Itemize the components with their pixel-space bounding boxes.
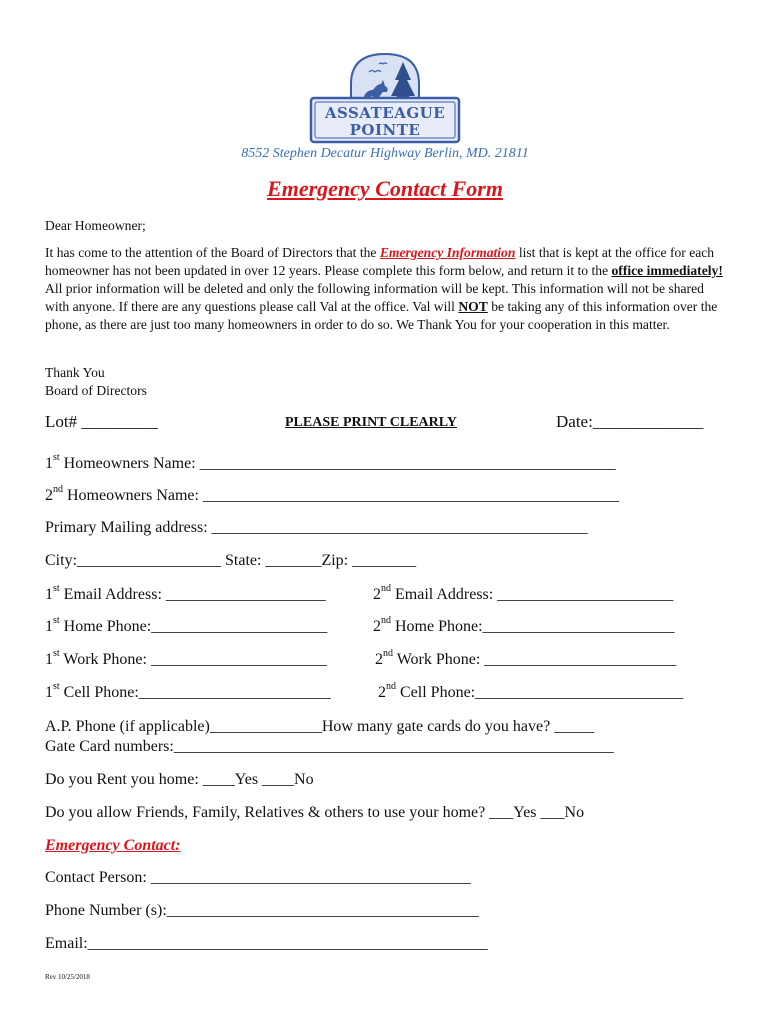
office-immediately-text: office immediately! — [611, 263, 723, 278]
intro-text: All prior information will be deleted and only the following information will be kept. This information will not be shared with anyone. If there are any questions please call Val at the office. Val will — [45, 281, 704, 314]
emergency-contact-heading: Emergency Contact: — [45, 837, 181, 854]
form-title: Emergency Contact Form — [267, 176, 503, 201]
work-phone-2-field[interactable]: 2nd Work Phone: ________________________ — [375, 648, 677, 668]
logo-text-pointe: POINTE — [349, 121, 421, 139]
intro-text: be taking any of this information over the phone, as there are just too many homeowners in order to do so. We Thank You for your cooperation in this matter. — [45, 299, 718, 332]
mailing-address-field[interactable]: Primary Mailing address: _______________________________________________ — [45, 519, 588, 536]
intro-paragraph — [45, 244, 725, 334]
logo-text-assateague: ASSATEAGUE — [324, 104, 446, 122]
greeting: Dear Homeowner; — [45, 218, 146, 233]
field-label: Home Phone:______________________ — [59, 618, 328, 635]
work-phone-1-field[interactable]: 1st Work Phone: ______________________ — [45, 648, 327, 668]
email-2-field[interactable]: 2nd Email Address: ______________________ — [373, 583, 674, 603]
date-field[interactable]: Date:_____________ — [556, 412, 704, 431]
home-phone-2-field[interactable]: 2nd Home Phone:________________________ — [373, 615, 675, 635]
closing-board: Board of Directors — [45, 383, 147, 398]
ordinal-suffix: st — [53, 648, 60, 659]
contact-person-field[interactable]: Contact Person: ________________________________________ — [45, 869, 471, 886]
rent-home-question[interactable]: Do you Rent you home: ____Yes ____No — [45, 771, 314, 788]
ordinal-suffix: st — [53, 615, 60, 626]
field-label: Email Address: ____________________ — [59, 586, 326, 603]
contact-email-field[interactable]: Email:__________________________________________________ — [45, 935, 488, 952]
not-emphasis: NOT — [458, 299, 488, 314]
gate-card-numbers-field[interactable]: Gate Card numbers:_______________________________________________________ — [45, 738, 614, 755]
allow-others-question[interactable]: Do you allow Friends, Family, Relatives & others to use your home? ___Yes ___No — [45, 804, 585, 821]
ordinal-suffix: st — [53, 681, 60, 692]
home-phone-1-field[interactable]: 1st Home Phone:______________________ — [45, 615, 328, 635]
field-label: Email Address: ______________________ — [391, 586, 674, 603]
ordinal-suffix: nd — [386, 681, 396, 692]
intro-text: list that is kept at the office for each homeowner has not been updated in over 12 years. Please complete this form below, and return it to the — [45, 245, 715, 278]
ap-phone-gate-cards-field[interactable]: A.P. Phone (if applicable)______________How many gate cards do you have? _____ — [45, 718, 595, 735]
intro-text: It has come to the attention of the Board of Directors that the — [45, 245, 380, 260]
email-1-field[interactable]: 1st Email Address: ____________________ — [45, 583, 326, 603]
ordinal-suffix: st — [53, 583, 60, 594]
ordinal-suffix: nd — [381, 615, 391, 626]
cell-phone-1-field[interactable]: 1st Cell Phone:________________________ — [45, 681, 331, 701]
homeowner-name-1-field[interactable]: 1st Homeowners Name: ____________________________________________________ — [45, 452, 616, 472]
city-state-zip-field[interactable]: City:__________________ State: _______Zip: ________ — [45, 552, 417, 569]
lot-field[interactable]: Lot# _________ — [45, 412, 158, 431]
ordinal-suffix: nd — [381, 583, 391, 594]
ordinal-suffix: nd — [383, 648, 393, 659]
field-label: Home Phone:________________________ — [391, 618, 675, 635]
field-label: Cell Phone:________________________ — [59, 684, 331, 701]
address-line: 8552 Stephen Decatur Highway Berlin, MD. 21811 — [241, 146, 529, 161]
field-label: Homeowners Name: ____________________________________________________ — [59, 455, 616, 472]
field-label: Work Phone: ________________________ — [393, 651, 677, 668]
assateague-pointe-logo — [307, 50, 463, 146]
phone-numbers-field[interactable]: Phone Number (s):_______________________________________ — [45, 902, 479, 919]
cell-phone-2-field[interactable]: 2nd Cell Phone:__________________________ — [378, 681, 684, 701]
field-label: Work Phone: ______________________ — [59, 651, 327, 668]
field-label: Cell Phone:__________________________ — [396, 684, 684, 701]
please-print-clearly: PLEASE PRINT CLEARLY — [285, 415, 457, 430]
closing-thank-you: Thank You — [45, 365, 105, 380]
ordinal-suffix: st — [53, 452, 60, 463]
emergency-information-highlight: Emergency Information — [379, 245, 516, 260]
homeowner-name-2-field[interactable]: 2nd Homeowners Name: ____________________________________________________ — [45, 484, 619, 504]
field-label: Homeowners Name: ____________________________________________________ — [63, 487, 619, 504]
revision-date: Rev 10/25/2018 — [45, 973, 90, 981]
ordinal-suffix: nd — [53, 484, 63, 495]
